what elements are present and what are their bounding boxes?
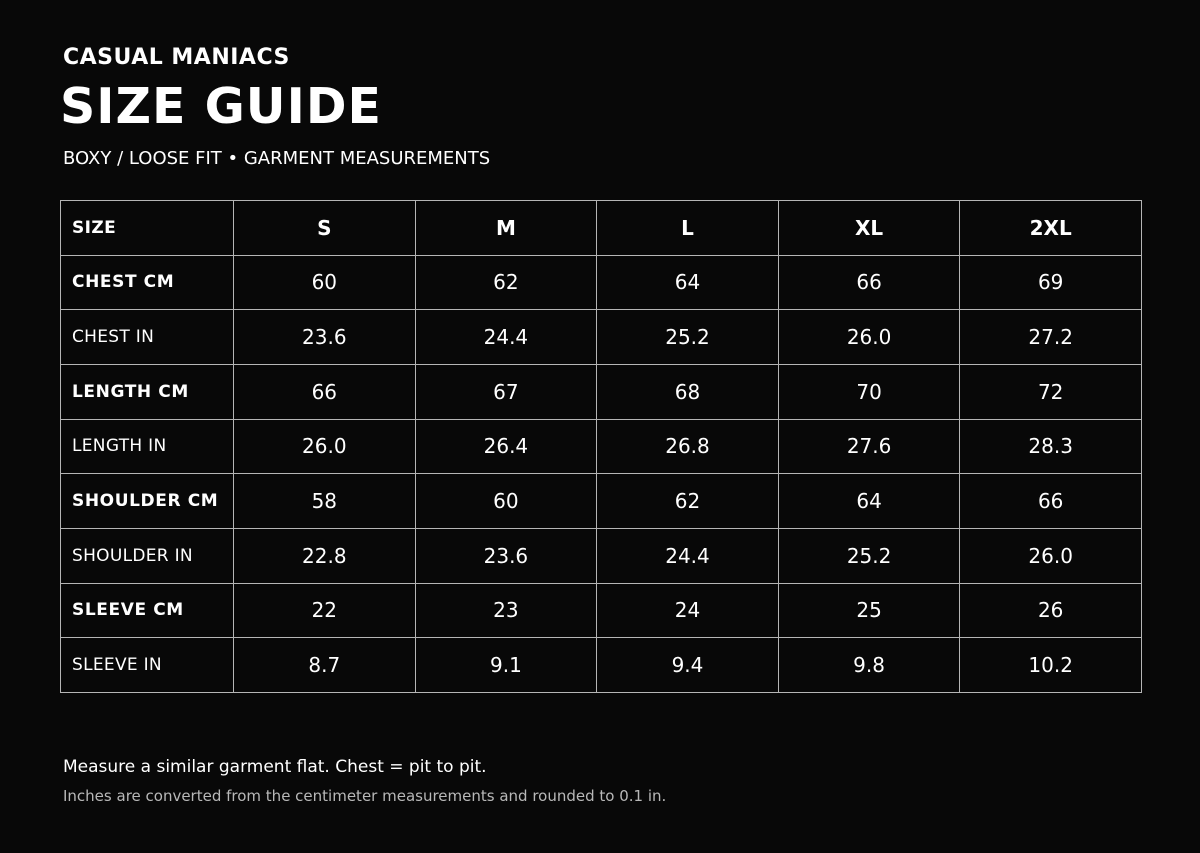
measurement-cell-s: 58 xyxy=(234,474,416,529)
measurement-cell-m: 24.4 xyxy=(415,310,597,365)
measurement-cell-2xl: 26 xyxy=(960,583,1142,638)
measurement-cell-l: 26.8 xyxy=(597,419,779,474)
row-label: LENGTH CM xyxy=(61,364,234,419)
measurement-cell-xl: 70 xyxy=(778,364,960,419)
measurement-cell-l: 64 xyxy=(597,255,779,310)
size-header-s: S xyxy=(234,201,416,256)
measurement-cell-m: 23.6 xyxy=(415,528,597,583)
size-header-xl: XL xyxy=(778,201,960,256)
measurement-cell-m: 67 xyxy=(415,364,597,419)
measurement-cell-m: 26.4 xyxy=(415,419,597,474)
table-row xyxy=(61,310,1142,365)
row-label: SLEEVE IN xyxy=(61,638,234,693)
measurement-cell-2xl: 27.2 xyxy=(960,310,1142,365)
table-row xyxy=(61,638,1142,693)
measurement-cell-s: 26.0 xyxy=(234,419,416,474)
measurement-cell-2xl: 69 xyxy=(960,255,1142,310)
table-row xyxy=(61,583,1142,638)
measurement-cell-xl: 27.6 xyxy=(778,419,960,474)
measurement-cell-xl: 25.2 xyxy=(778,528,960,583)
size-header-l: L xyxy=(597,201,779,256)
measurement-cell-2xl: 72 xyxy=(960,364,1142,419)
measurement-cell-xl: 64 xyxy=(778,474,960,529)
measurement-cell-s: 22 xyxy=(234,583,416,638)
row-label: CHEST CM xyxy=(61,255,234,310)
table-row xyxy=(61,419,1142,474)
measurement-cell-2xl: 26.0 xyxy=(960,528,1142,583)
measure-note: Measure a similar garment flat. Chest = pit to pit. xyxy=(63,757,487,777)
measurement-cell-xl: 25 xyxy=(778,583,960,638)
size-column-header: SIZE xyxy=(61,201,234,256)
brand-name: CASUAL MANIACS xyxy=(63,45,290,70)
measurement-cell-s: 66 xyxy=(234,364,416,419)
conversion-note: Inches are converted from the centimeter measurements and rounded to 0.1 in. xyxy=(63,787,667,805)
measurement-cell-l: 9.4 xyxy=(597,638,779,693)
measurement-cell-l: 25.2 xyxy=(597,310,779,365)
measurement-cell-m: 23 xyxy=(415,583,597,638)
size-header-row xyxy=(61,201,1142,256)
measurement-cell-2xl: 10.2 xyxy=(960,638,1142,693)
row-label: SLEEVE CM xyxy=(61,583,234,638)
measurement-cell-l: 62 xyxy=(597,474,779,529)
measurement-cell-s: 22.8 xyxy=(234,528,416,583)
size-header-2xl: 2XL xyxy=(960,201,1142,256)
table-row xyxy=(61,474,1142,529)
measurement-cell-xl: 9.8 xyxy=(778,638,960,693)
page-subtitle: BOXY / LOOSE FIT • GARMENT MEASUREMENTS xyxy=(63,148,491,169)
page-title: SIZE GUIDE xyxy=(60,78,382,135)
measurement-cell-m: 9.1 xyxy=(415,638,597,693)
size-table xyxy=(60,200,1142,693)
measurement-cell-xl: 26.0 xyxy=(778,310,960,365)
table-row xyxy=(61,528,1142,583)
table-row xyxy=(61,255,1142,310)
measurement-cell-2xl: 28.3 xyxy=(960,419,1142,474)
row-label: LENGTH IN xyxy=(61,419,234,474)
measurement-cell-s: 23.6 xyxy=(234,310,416,365)
size-header-m: M xyxy=(415,201,597,256)
measurement-cell-m: 62 xyxy=(415,255,597,310)
measurement-cell-l: 68 xyxy=(597,364,779,419)
measurement-cell-s: 60 xyxy=(234,255,416,310)
row-label: SHOULDER IN xyxy=(61,528,234,583)
row-label: SHOULDER CM xyxy=(61,474,234,529)
measurement-cell-s: 8.7 xyxy=(234,638,416,693)
measurement-cell-l: 24 xyxy=(597,583,779,638)
measurement-cell-2xl: 66 xyxy=(960,474,1142,529)
measurement-cell-xl: 66 xyxy=(778,255,960,310)
measurement-cell-l: 24.4 xyxy=(597,528,779,583)
table-row xyxy=(61,364,1142,419)
measurement-cell-m: 60 xyxy=(415,474,597,529)
row-label: CHEST IN xyxy=(61,310,234,365)
